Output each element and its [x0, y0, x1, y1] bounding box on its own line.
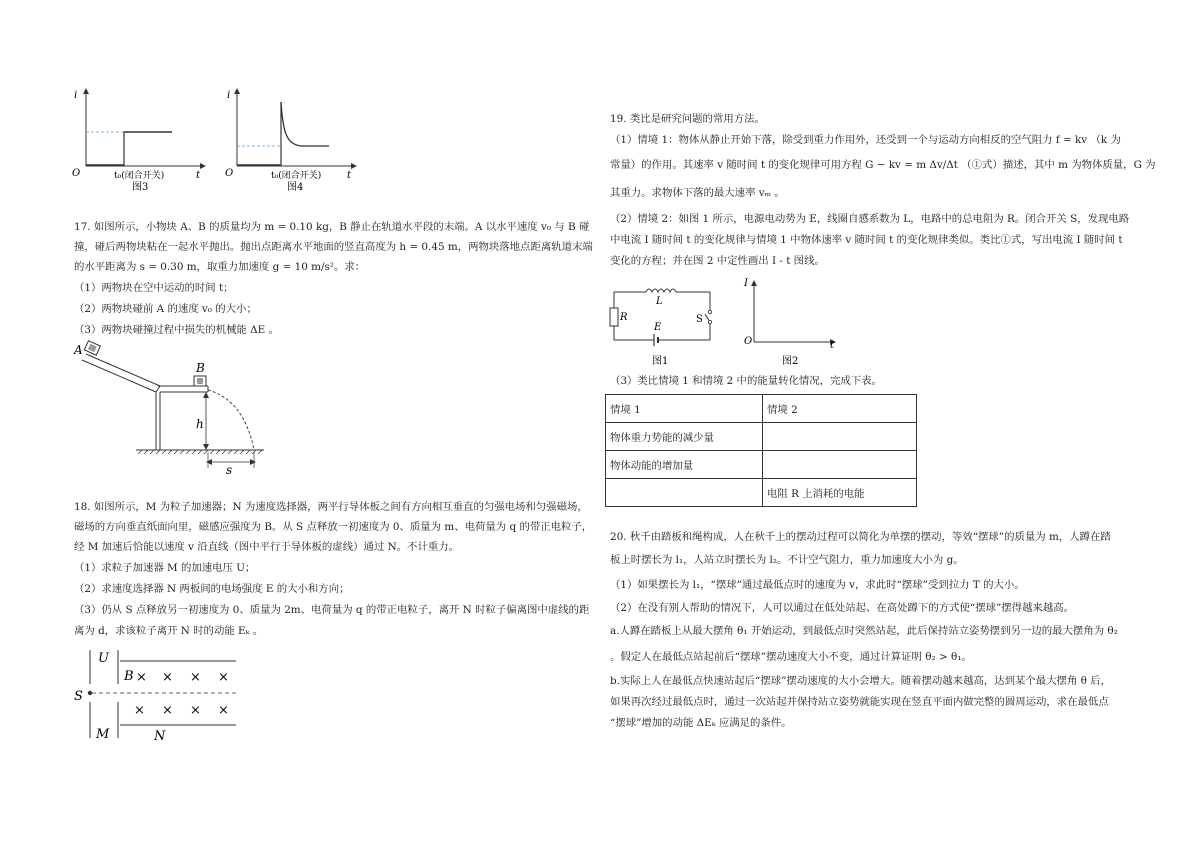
q19-p2b: 中电流 I 随时间 t 的变化规律与情境 1 中物体速率 v 随时间 t 的变化规律类似。类比①式，写出电流 I 随时间 t [610, 234, 1123, 246]
q20-b3: “摆球”增加的动能 ΔEₖ 应满足的条件。 [610, 717, 792, 729]
cross-mark: × [162, 670, 173, 685]
q18-sub2: （2）求速度选择器 N 两板间的电场强度 E 的大小和方向； [74, 583, 350, 595]
q18-accelerator-diagram [72, 648, 252, 744]
q17-line2: 撞，碰后两物块粘在一起水平抛出。抛出点距离水平地面的竖直高度为 h = 0.45 m，两物块落地点距离轨道末端 [74, 241, 593, 253]
q18-line1: 18. 如图所示，M 为粒子加速器；N 为速度选择器，两平行导体板之间有方向相互垂直的匀强电场和匀强磁场， [74, 501, 588, 513]
cross-mark: × [190, 703, 201, 718]
fig3-origin: O [72, 168, 81, 179]
fig2-caption: 图2 [782, 356, 799, 367]
table-cell [763, 423, 917, 451]
q19-axes-fig2 [740, 276, 840, 368]
q18-sub1: （1）求粒子加速器 M 的加速电压 U； [74, 562, 256, 574]
table-cell [763, 451, 917, 479]
q17-sub1: （1）两物块在空中运动的时间 t； [74, 282, 234, 294]
q18-line2: 磁场的方向垂直纸面向里，磁感应强度为 B。从 S 点释放一初速度为 0、质量为 m、电荷量为 q 的带正电粒子， [74, 521, 593, 533]
energy-table [605, 394, 917, 507]
q18-label-m: M [96, 727, 110, 742]
fig1-label-r: R [620, 312, 628, 323]
table-cell [606, 479, 763, 507]
fig3-y-label: i [74, 90, 78, 101]
q17-label-b: B [196, 361, 205, 375]
table-cell: 物体动能的增加量 [606, 451, 763, 479]
fig4-t0-label: t₀(闭合开关) [271, 171, 322, 181]
q20-a1: a.人蹲在踏板上从最大摆角 θ₁ 开始运动，到最低点时突然站起，此后保持站立姿势摆到另一边的最大摆角为 θ₂ [610, 625, 1118, 637]
q18-sub3b: 离为 d，求该粒子离开 N 时的动能 Eₖ 。 [74, 625, 264, 637]
q17-sub3: （3）两物块碰撞过程中损失的机械能 ΔE 。 [74, 324, 279, 336]
q18-label-s: S [74, 689, 83, 704]
cross-mark: × [218, 670, 229, 685]
q18-sub3a: （3）仍从 S 点释放另一初速度为 0、质量为 2m、电荷量为 q 的带正电粒子，离开 N 时粒子偏离图中虚线的距 [74, 604, 590, 616]
q19-p2a: （2）情境 2：如图 1 所示，电源电动势为 E，线圈自感系数为 L，电路中的总电阻为 R。闭合开关 S，发现电路 [610, 213, 1130, 225]
q17-label-a: A [74, 343, 83, 357]
fig1-label-s: S [696, 314, 703, 325]
q17-line1: 17. 如图所示，小物块 A、B 的质量均为 m = 0.10 kg，B 静止在轨道水平段的末端。A 以水平速度 v₀ 与 B 碰 [74, 221, 590, 233]
cross-mark: × [190, 670, 201, 685]
fig1-label-e: E [654, 322, 662, 333]
graph-fig3 [68, 86, 208, 194]
table-row [606, 423, 917, 451]
q18-label-n: N [154, 729, 166, 744]
q20-b2: 如果再次经过最低点时，通过一次站起并保持站立姿势就能实现在竖直平面内做完整的圆周运动，求在最低点 [610, 696, 1109, 708]
q19-p1a: （1）情境 1：物体从静止开始下落，除受到重力作用外，还受到一个与运动方向相反的空气阻力 f = kv （k 为 [610, 134, 1121, 146]
cross-mark: × [136, 670, 147, 685]
table-row [606, 479, 917, 507]
fig4-origin: O [225, 168, 234, 179]
q19-p3: （3）类比情境 1 和情境 2 中的能量转化情况，完成下表。 [610, 375, 883, 387]
graph-fig4 [225, 86, 365, 194]
fig2-label-i: I [744, 278, 748, 289]
q20-a2: 。假定人在最低点站起前后“摆球”摆动速度大小不变，通过计算证明 θ₂ > θ₁。 [610, 651, 972, 663]
q19-line1: 19. 类比是研究问题的常用方法。 [610, 113, 765, 125]
q18-line3: 经 M 加速后恰能以速度 v 沿直线（图中平行于导体板的虚线）通过 N。不计重力。 [74, 541, 460, 553]
q19-circuit-fig1 [604, 276, 724, 368]
fig3-t0-label: t₀(闭合开关) [114, 171, 165, 181]
table-cell: 情境 2 [763, 395, 917, 423]
table-row [606, 451, 917, 479]
table-cell: 物体重力势能的减少量 [606, 423, 763, 451]
q20-sub2: （2）在没有别人帮助的情况下，人可以通过在低处站起、在高处蹲下的方式使“摆球”摆得越来越高。 [610, 602, 1075, 614]
q18-label-b: B [124, 669, 134, 684]
q19-p1c: 其重力。求物体下落的最大速率 vₘ 。 [610, 187, 785, 199]
q19-p2c: 变化的方程；并在图 2 中定性画出 I - t 图线。 [610, 255, 825, 267]
fig2-label-o: O [744, 336, 753, 347]
q20-b1: b.实际上人在最低点快速站起后“摆球”摆动速度的大小会增大。随着摆动越来越高，达到某个最大摆角 θ 后， [610, 675, 1112, 687]
fig1-caption: 图1 [652, 356, 669, 367]
table-cell: 情境 1 [606, 395, 763, 423]
q20-line2: 板上时摆长为 l₁，人站立时摆长为 l₂。不计空气阻力，重力加速度大小为 g。 [610, 554, 964, 566]
q17-label-s: s [226, 463, 233, 476]
q18-label-u: U [98, 651, 109, 666]
q20-sub1: （1）如果摆长为 l₁，“摆球”通过最低点时的速度为 v，求此时“摆球”受到拉力 T 的大小。 [610, 579, 1025, 591]
cross-mark: × [218, 703, 229, 718]
q17-label-h: h [196, 417, 204, 431]
cross-mark: × [162, 703, 173, 718]
fig4-y-label: i [227, 90, 231, 101]
q17-sub2: （2）两物块碰前 A 的速度 v₀ 的大小； [74, 303, 257, 315]
q17-track-diagram [72, 340, 272, 476]
fig3-caption: 图3 [132, 182, 149, 193]
cross-mark: × [134, 703, 145, 718]
table-cell: 电阻 R 上消耗的电能 [763, 479, 917, 507]
fig2-label-t: t [830, 340, 835, 351]
q20-line1: 20. 秋千由踏板和绳构成，人在秋千上的摆动过程可以简化为单摆的摆动，等效“摆球”的质量为 m，人蹲在踏 [610, 531, 1111, 543]
fig1-label-l: L [656, 296, 663, 307]
fig3-x-label: t [196, 170, 201, 181]
fig4-x-label: t [347, 170, 352, 181]
table-row [606, 395, 917, 423]
fig4-caption: 图4 [287, 182, 304, 193]
q17-line3: 的水平距离为 s = 0.30 m，取重力加速度 g = 10 m/s²。求： [74, 261, 366, 273]
q19-p1b: 常量）的作用。其速率 v 随时间 t 的变化规律可用方程 G − kv = m Δv/Δt （①式）描述，其中 m 为物体质量，G 为 [610, 159, 1156, 171]
